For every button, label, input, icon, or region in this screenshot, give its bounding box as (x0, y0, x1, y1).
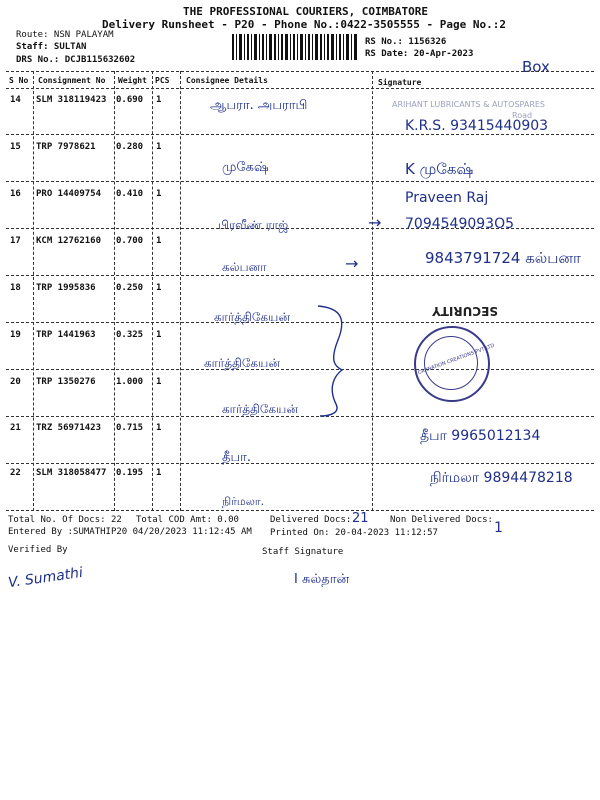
row-weight: 0.410 (116, 189, 144, 199)
row-weight: 0.325 (116, 330, 144, 340)
row-pcs: 1 (156, 236, 162, 246)
row-consignee-handwritten: கார்த்திகேயன் (222, 402, 298, 416)
entered-by: Entered By :SUMATHIP20 04/20/2023 11:12:45 AM (8, 527, 252, 537)
company-name: THE PROFESSIONAL COURIERS, COIMBATORE (183, 5, 429, 18)
row-consignment: SLM 318119423 (36, 95, 107, 105)
row-weight: 0.280 (116, 142, 144, 152)
row-signature-handwritten: 9843791724 கல்பனா (425, 249, 581, 267)
box-note: Box (522, 58, 550, 76)
table-top-line (6, 71, 594, 72)
row-sno: 18 (10, 283, 21, 293)
delivered-docs-label: Delivered Docs: (270, 515, 352, 525)
row-consignee-handwritten: முகேஷ் (222, 160, 269, 175)
row-consignment: TRP 7978621 (36, 142, 96, 152)
delivered-docs-value: 21 (352, 511, 369, 526)
row-consignee-handwritten: கார்த்திகேயன் (204, 356, 280, 370)
row-consignee-handwritten: தீபா. (222, 450, 252, 465)
row-consignee-handwritten: கல்பனா (222, 260, 267, 274)
row-pcs: 1 (156, 189, 162, 199)
row-line (6, 463, 594, 464)
row-sno: 19 (10, 330, 21, 340)
row-signature-handwritten: K.R.S. 93415440903 (405, 118, 549, 134)
col-header-consignment: Consignment No (38, 76, 106, 85)
col-header-sno: S No (9, 76, 29, 85)
row-sno: 15 (10, 142, 21, 152)
row-consignee-handwritten: பிரவீண் ராஜ் (218, 218, 289, 232)
row-consignment: SLM 318058477 (36, 468, 107, 478)
shop-stamp: ARIHANT LUBRICANTS & AUTOSPARES Road (392, 100, 546, 120)
col-header-consignee: Consignee Details (186, 76, 268, 85)
row-consignee-handwritten: ஆபரா. அபராபி (210, 98, 308, 113)
row-weight: 0.700 (116, 236, 144, 246)
row-pcs: 1 (156, 142, 162, 152)
row-signature-handwritten: தீபா 9965012134 (420, 428, 541, 444)
row-pcs: 1 (156, 330, 162, 340)
col-header-pcs: PCS (155, 76, 170, 85)
row-consignment: TRP 1995836 (36, 283, 96, 293)
row-weight: 0.195 (116, 468, 144, 478)
row-pcs: 1 (156, 423, 162, 433)
row-pcs: 1 (156, 468, 162, 478)
row-consignee-handwritten: நிர்மலா. (222, 495, 265, 508)
drs-number: DRS No.: DCJB115632602 (16, 55, 136, 65)
security-stamp: SECURITY (432, 304, 498, 318)
barcode (232, 34, 358, 60)
row-signature-handwritten: Praveen Raj 7094549093O5 (405, 190, 514, 232)
staff-signature-label: Staff Signature (262, 547, 344, 557)
row-weight: 0.690 (116, 95, 144, 105)
row-line (6, 181, 594, 182)
arrow-icon: → (345, 254, 359, 273)
row-line (6, 275, 594, 276)
row-consignment: KCM 12762160 (36, 236, 102, 246)
col-header-weight: Weight (118, 76, 147, 85)
total-docs: Total No. Of Docs: 22 (8, 515, 122, 525)
row-sno: 17 (10, 236, 21, 246)
row-sno: 21 (10, 423, 21, 433)
rs-number: RS No.: 1156326 (365, 37, 447, 47)
arrow-icon: → (368, 213, 382, 232)
row-signature-handwritten: நிர்மலா 9894478218 (430, 470, 573, 486)
runsheet-title: Delivery Runsheet - P20 - Phone No.:0422-3505555 - Page No.:2 (102, 18, 506, 31)
row-line (6, 322, 594, 323)
staff: Staff: SULTAN (16, 42, 87, 52)
col-divider (372, 71, 373, 511)
table-header-line (6, 88, 594, 89)
row-consignment: TRP 1350276 (36, 377, 96, 387)
row-consignment: TRP 1441963 (36, 330, 96, 340)
non-delivered-docs-value: 1 (494, 520, 503, 536)
row-pcs: 1 (156, 95, 162, 105)
row-consignee-handwritten: கார்த்திகேயன் (214, 310, 290, 324)
row-sno: 16 (10, 189, 21, 199)
col-divider (152, 71, 153, 511)
row-weight: 0.715 (116, 423, 144, 433)
route: Route: NSN PALAYAM (16, 30, 114, 40)
rs-date: RS Date: 20-Apr-2023 (365, 49, 474, 59)
row-line (6, 369, 594, 370)
row-sno: 14 (10, 95, 21, 105)
row-line (6, 416, 594, 417)
company-seal: CARNATION CREATIONS PVT LTD (414, 326, 490, 402)
row-signature-handwritten: K முகேஷ் (405, 160, 474, 178)
row-weight: 1.000 (116, 377, 144, 387)
verified-by-label: Verified By (8, 545, 68, 555)
row-consignment: PRO 14409754 (36, 189, 102, 199)
row-sno: 22 (10, 468, 21, 478)
col-divider (33, 71, 34, 511)
row-pcs: 1 (156, 283, 162, 293)
staff-signature: I சுல்தான் (294, 572, 350, 587)
row-weight: 0.250 (116, 283, 144, 293)
verifier-signature: V. Sumathi (7, 564, 84, 592)
row-consignment: TRZ 56971423 (36, 423, 102, 433)
non-delivered-docs-label: Non Delivered Docs: (390, 515, 493, 525)
col-divider (180, 71, 181, 511)
col-header-signature: Signature (378, 78, 422, 87)
total-cod: Total COD Amt: 0.00 (136, 515, 239, 525)
table-bottom-line (6, 510, 594, 511)
row-sno: 20 (10, 377, 21, 387)
printed-on: Printed On: 20-04-2023 11:12:57 (270, 528, 438, 538)
brace-mark (312, 300, 352, 420)
row-pcs: 1 (156, 377, 162, 387)
col-divider (114, 71, 115, 511)
